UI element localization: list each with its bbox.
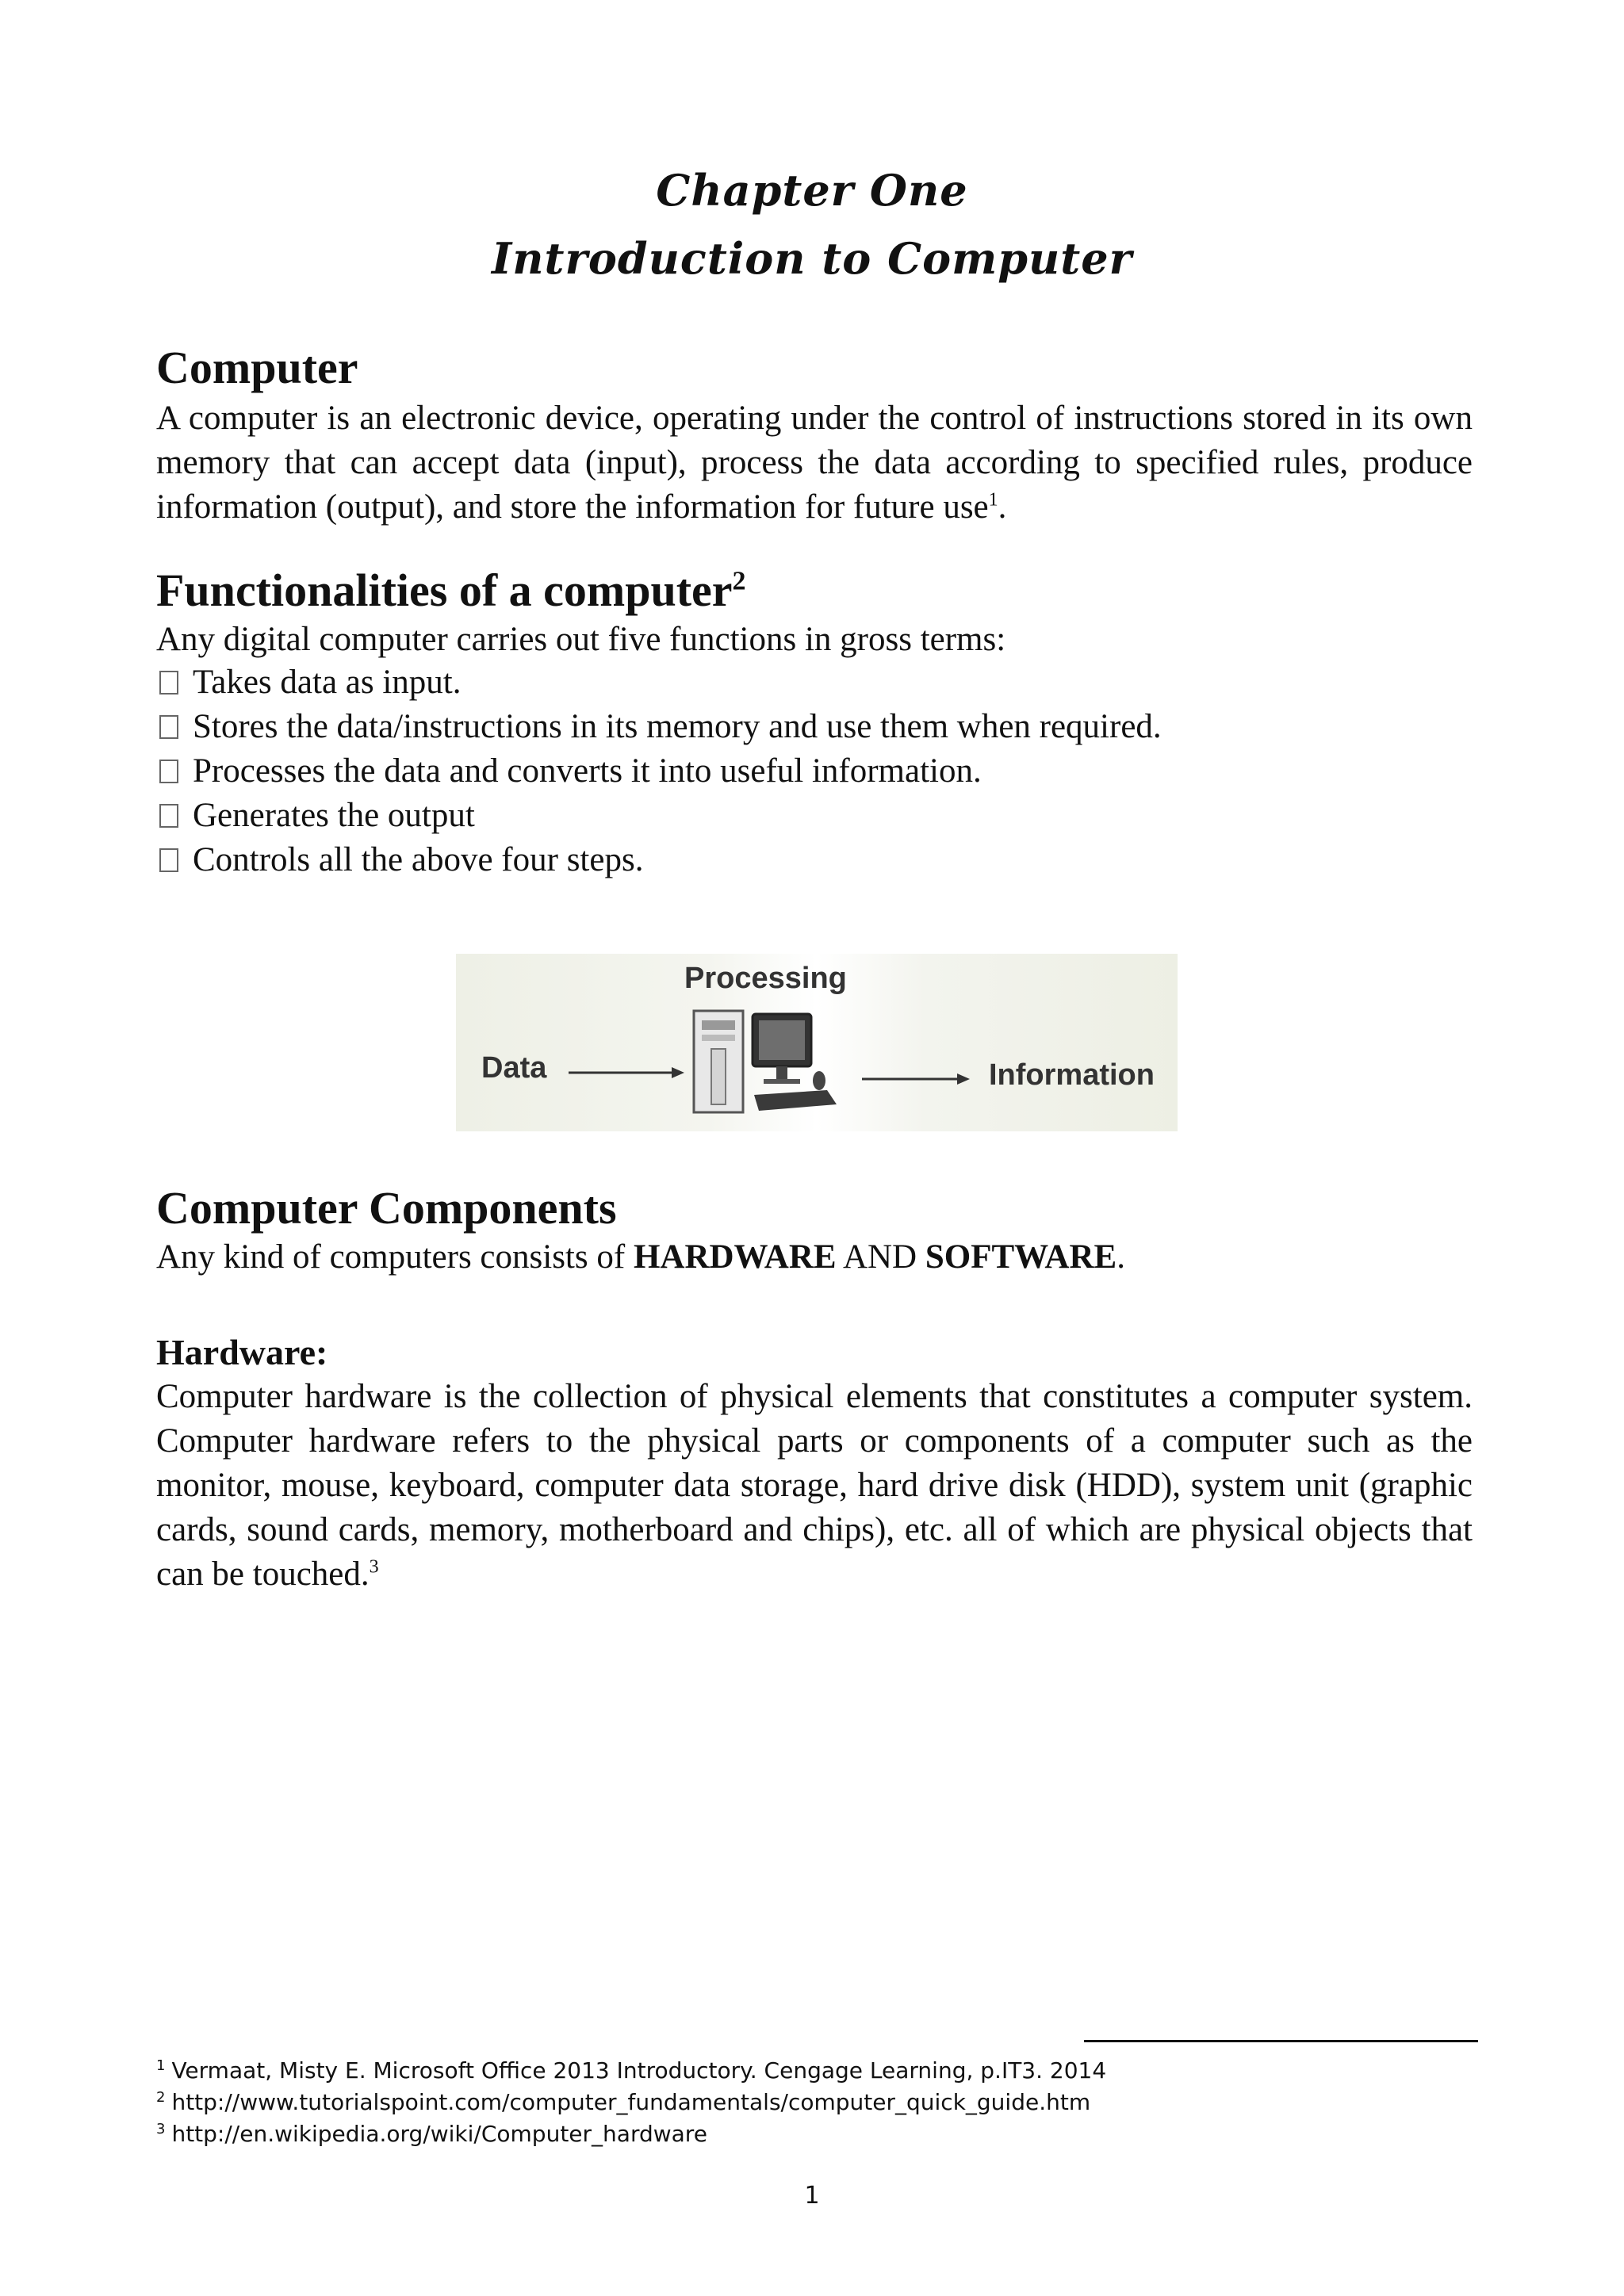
functionalities-heading-text: Functionalities of a computer — [156, 564, 733, 616]
bullet-box-icon — [159, 848, 178, 872]
page-number: 1 — [804, 2182, 820, 2210]
footnote-number: 2 — [156, 2088, 166, 2106]
footnote-ref-1: 1 — [988, 489, 998, 511]
list-item-text: Takes data as input. — [193, 664, 462, 701]
footnote-ref-2: 2 — [732, 566, 746, 596]
footnotes — [156, 2055, 1106, 2150]
data-processing-figure — [456, 954, 1178, 1131]
footnote-number: 1 — [156, 2057, 166, 2074]
list-item — [156, 749, 1162, 794]
figure-label-processing: Processing — [684, 962, 847, 995]
and-word: AND — [836, 1238, 925, 1276]
computer-definition — [156, 396, 1473, 530]
footnote-link[interactable]: http://en.wikipedia.org/wiki/Computer_hardware — [171, 2121, 707, 2147]
footnote-link[interactable]: http://www.tutorialspoint.com/computer_fundamentals/computer_quick_guide.htm — [171, 2089, 1091, 2115]
chapter-title: Chapter One — [656, 165, 968, 216]
hardware-text — [156, 1375, 1473, 1597]
footnote-item — [156, 2118, 1106, 2150]
computer-definition-text: A computer is an electronic device, operating under the control of instructions stored in its own memory that can accept data (input), process the data according to specified rules, produce information (output), and store the information for future use — [156, 400, 1473, 526]
footnote-number: 3 — [156, 2120, 166, 2137]
list-item-text: Generates the output — [193, 797, 475, 834]
components-text — [156, 1235, 1473, 1280]
functionalities-list — [156, 660, 1162, 882]
hardware-text-body: Computer hardware is the collection of physical elements that constitutes a computer system. Computer hardware refers to the physical parts or components of a computer such as the monitor, mouse, keyboard, computer data storage, hard drive disk (HDD), system unit (graphic cards, sound cards, memory, motherboard and chips), etc. all of which are physical objects that can be touched. — [156, 1378, 1473, 1593]
computer-heading: Computer — [156, 342, 358, 393]
computer-icon — [686, 1001, 841, 1128]
bullet-box-icon — [159, 715, 178, 739]
footnote-divider — [1084, 2040, 1478, 2042]
list-item — [156, 794, 1162, 838]
list-item-text: Processes the data and converts it into useful information. — [193, 752, 982, 790]
list-item-text: Stores the data/instructions in its memory and use them when required. — [193, 708, 1162, 745]
list-item — [156, 838, 1162, 882]
figure-label-data: Data — [481, 1051, 547, 1085]
footnote-text: Vermaat, Misty E. Microsoft Office 2013 Introductory. Cengage Learning, p.IT3. 2014 — [171, 2057, 1107, 2084]
footnote-ref-3: 3 — [369, 1556, 379, 1578]
components-heading: Computer Components — [156, 1182, 617, 1234]
components-text-end: . — [1116, 1238, 1125, 1276]
bullet-box-icon — [159, 804, 178, 828]
hardware-heading: Hardware: — [156, 1332, 328, 1372]
functionalities-heading — [156, 565, 746, 616]
list-item — [156, 705, 1162, 749]
functionalities-intro: Any digital computer carries out five functions in gross terms: — [156, 621, 1006, 658]
software-keyword: SOFTWARE — [925, 1238, 1117, 1276]
bullet-box-icon — [159, 760, 178, 783]
footnote-item — [156, 2087, 1106, 2118]
chapter-subtitle: Introduction to Computer — [491, 233, 1133, 284]
figure-label-information: Information — [989, 1058, 1155, 1092]
components-text-start: Any kind of computers consists of — [156, 1238, 634, 1276]
arrow-right-icon — [567, 1061, 686, 1085]
list-item — [156, 660, 1162, 705]
computer-definition-tail: . — [998, 488, 1007, 526]
arrow-right-icon — [860, 1067, 971, 1091]
hardware-keyword: HARDWARE — [633, 1238, 837, 1276]
footnote-item — [156, 2055, 1106, 2087]
bullet-box-icon — [159, 671, 178, 695]
list-item-text: Controls all the above four steps. — [193, 841, 644, 878]
